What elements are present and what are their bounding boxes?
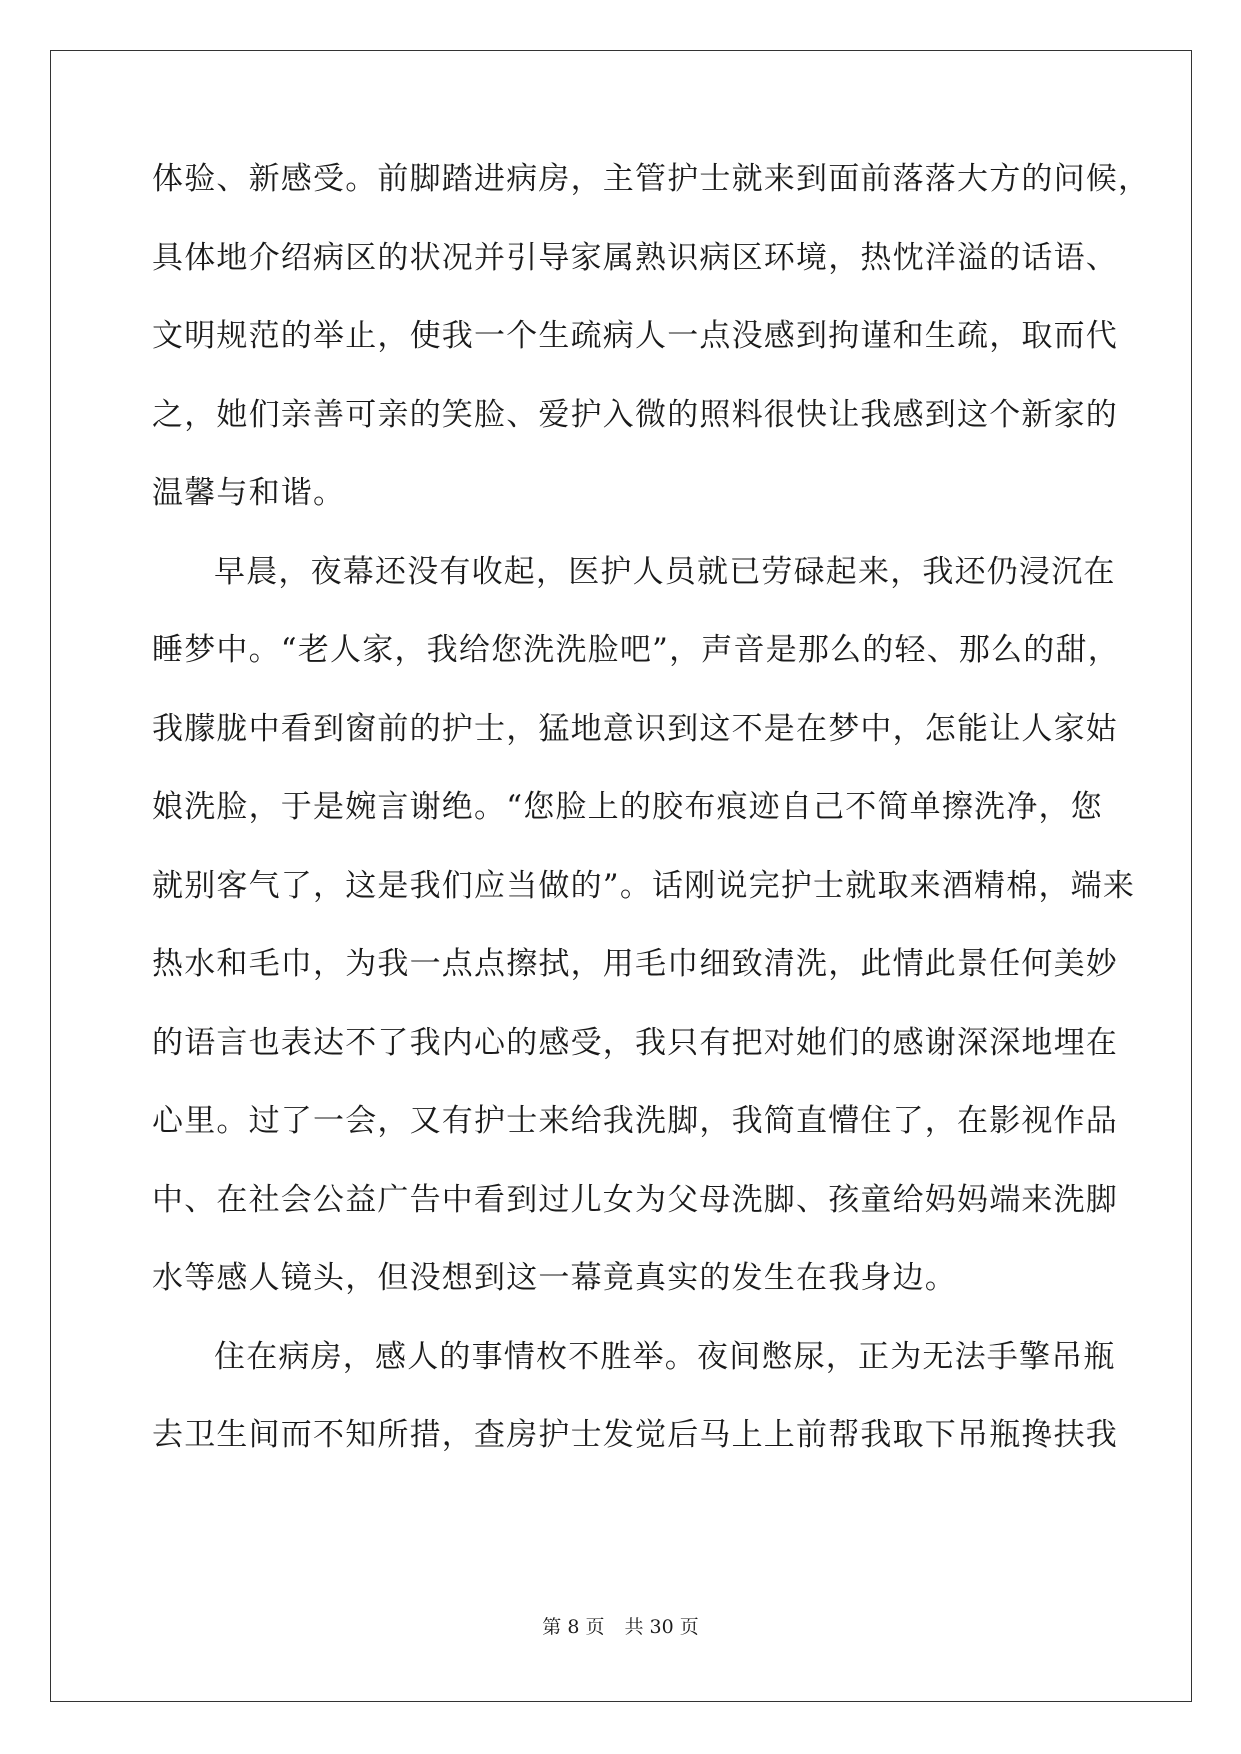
text-line: 中、在社会公益广告中看到过儿女为父母洗脚、孩童给妈妈端来洗脚: [152, 1181, 1118, 1218]
text-line: 就别客气了，这是我们应当做的”。话刚说完护士就取来酒精棉，端来: [152, 867, 1136, 904]
text-line: 娘洗脸，于是婉言谢绝。“您脸上的胶布痕迹自己不简单擦洗净，您: [152, 789, 1103, 825]
text-line: 的语言也表达不了我内心的感受，我只有把对她们的感谢深深地埋在: [152, 1024, 1118, 1061]
page-footer: [0, 1612, 1241, 1639]
document-body: [152, 161, 1151, 1496]
page-number-label: 第 8 页: [542, 1616, 605, 1638]
page-total-label: 共 30 页: [624, 1616, 699, 1638]
text-line: 水等感人镜头，但没想到这一幕竟真实的发生在我身边。: [152, 1260, 957, 1296]
text-line: 心里。过了一会，又有护士来给我洗脚，我简直懵住了，在影视作品: [152, 1103, 1118, 1139]
text-line: 热水和毛巾，为我一点点擦拭，用毛巾细致清洗，此情此景任何美妙: [152, 946, 1118, 982]
text-line: 体验、新感受。前脚踏进病房，主管护士就来到面前落落大方的问候，: [152, 161, 1151, 197]
text-line: 之，她们亲善可亲的笑脸、爱护入微的照料很快让我感到这个新家的: [152, 396, 1118, 433]
text-line: 住在病房，感人的事情枚不胜举。夜间憋尿，正为无法手擎吊瓶: [214, 1338, 1116, 1375]
text-line: 睡梦中。“老人家，我给您洗洗脸吧”，声音是那么的轻、那么的甜，: [152, 632, 1120, 668]
text-line: 去卫生间而不知所措，查房护士发觉后马上上前帮我取下吊瓶搀扶我: [152, 1417, 1118, 1453]
text-line: 文明规范的举止，使我一个生疏病人一点没感到拘谨和生疏，取而代: [152, 318, 1118, 354]
text-line: 具体地介绍病区的状况并引导家属熟识病区环境，热忱洋溢的话语、: [152, 239, 1118, 276]
text-line: 温馨与和谐。: [152, 475, 346, 511]
text-line: 早晨，夜幕还没有收起，医护人员就已劳碌起来，我还仍浸沉在: [214, 553, 1116, 590]
text-line: 我朦胧中看到窗前的护士，猛地意识到这不是在梦中，怎能让人家姑: [152, 710, 1118, 747]
